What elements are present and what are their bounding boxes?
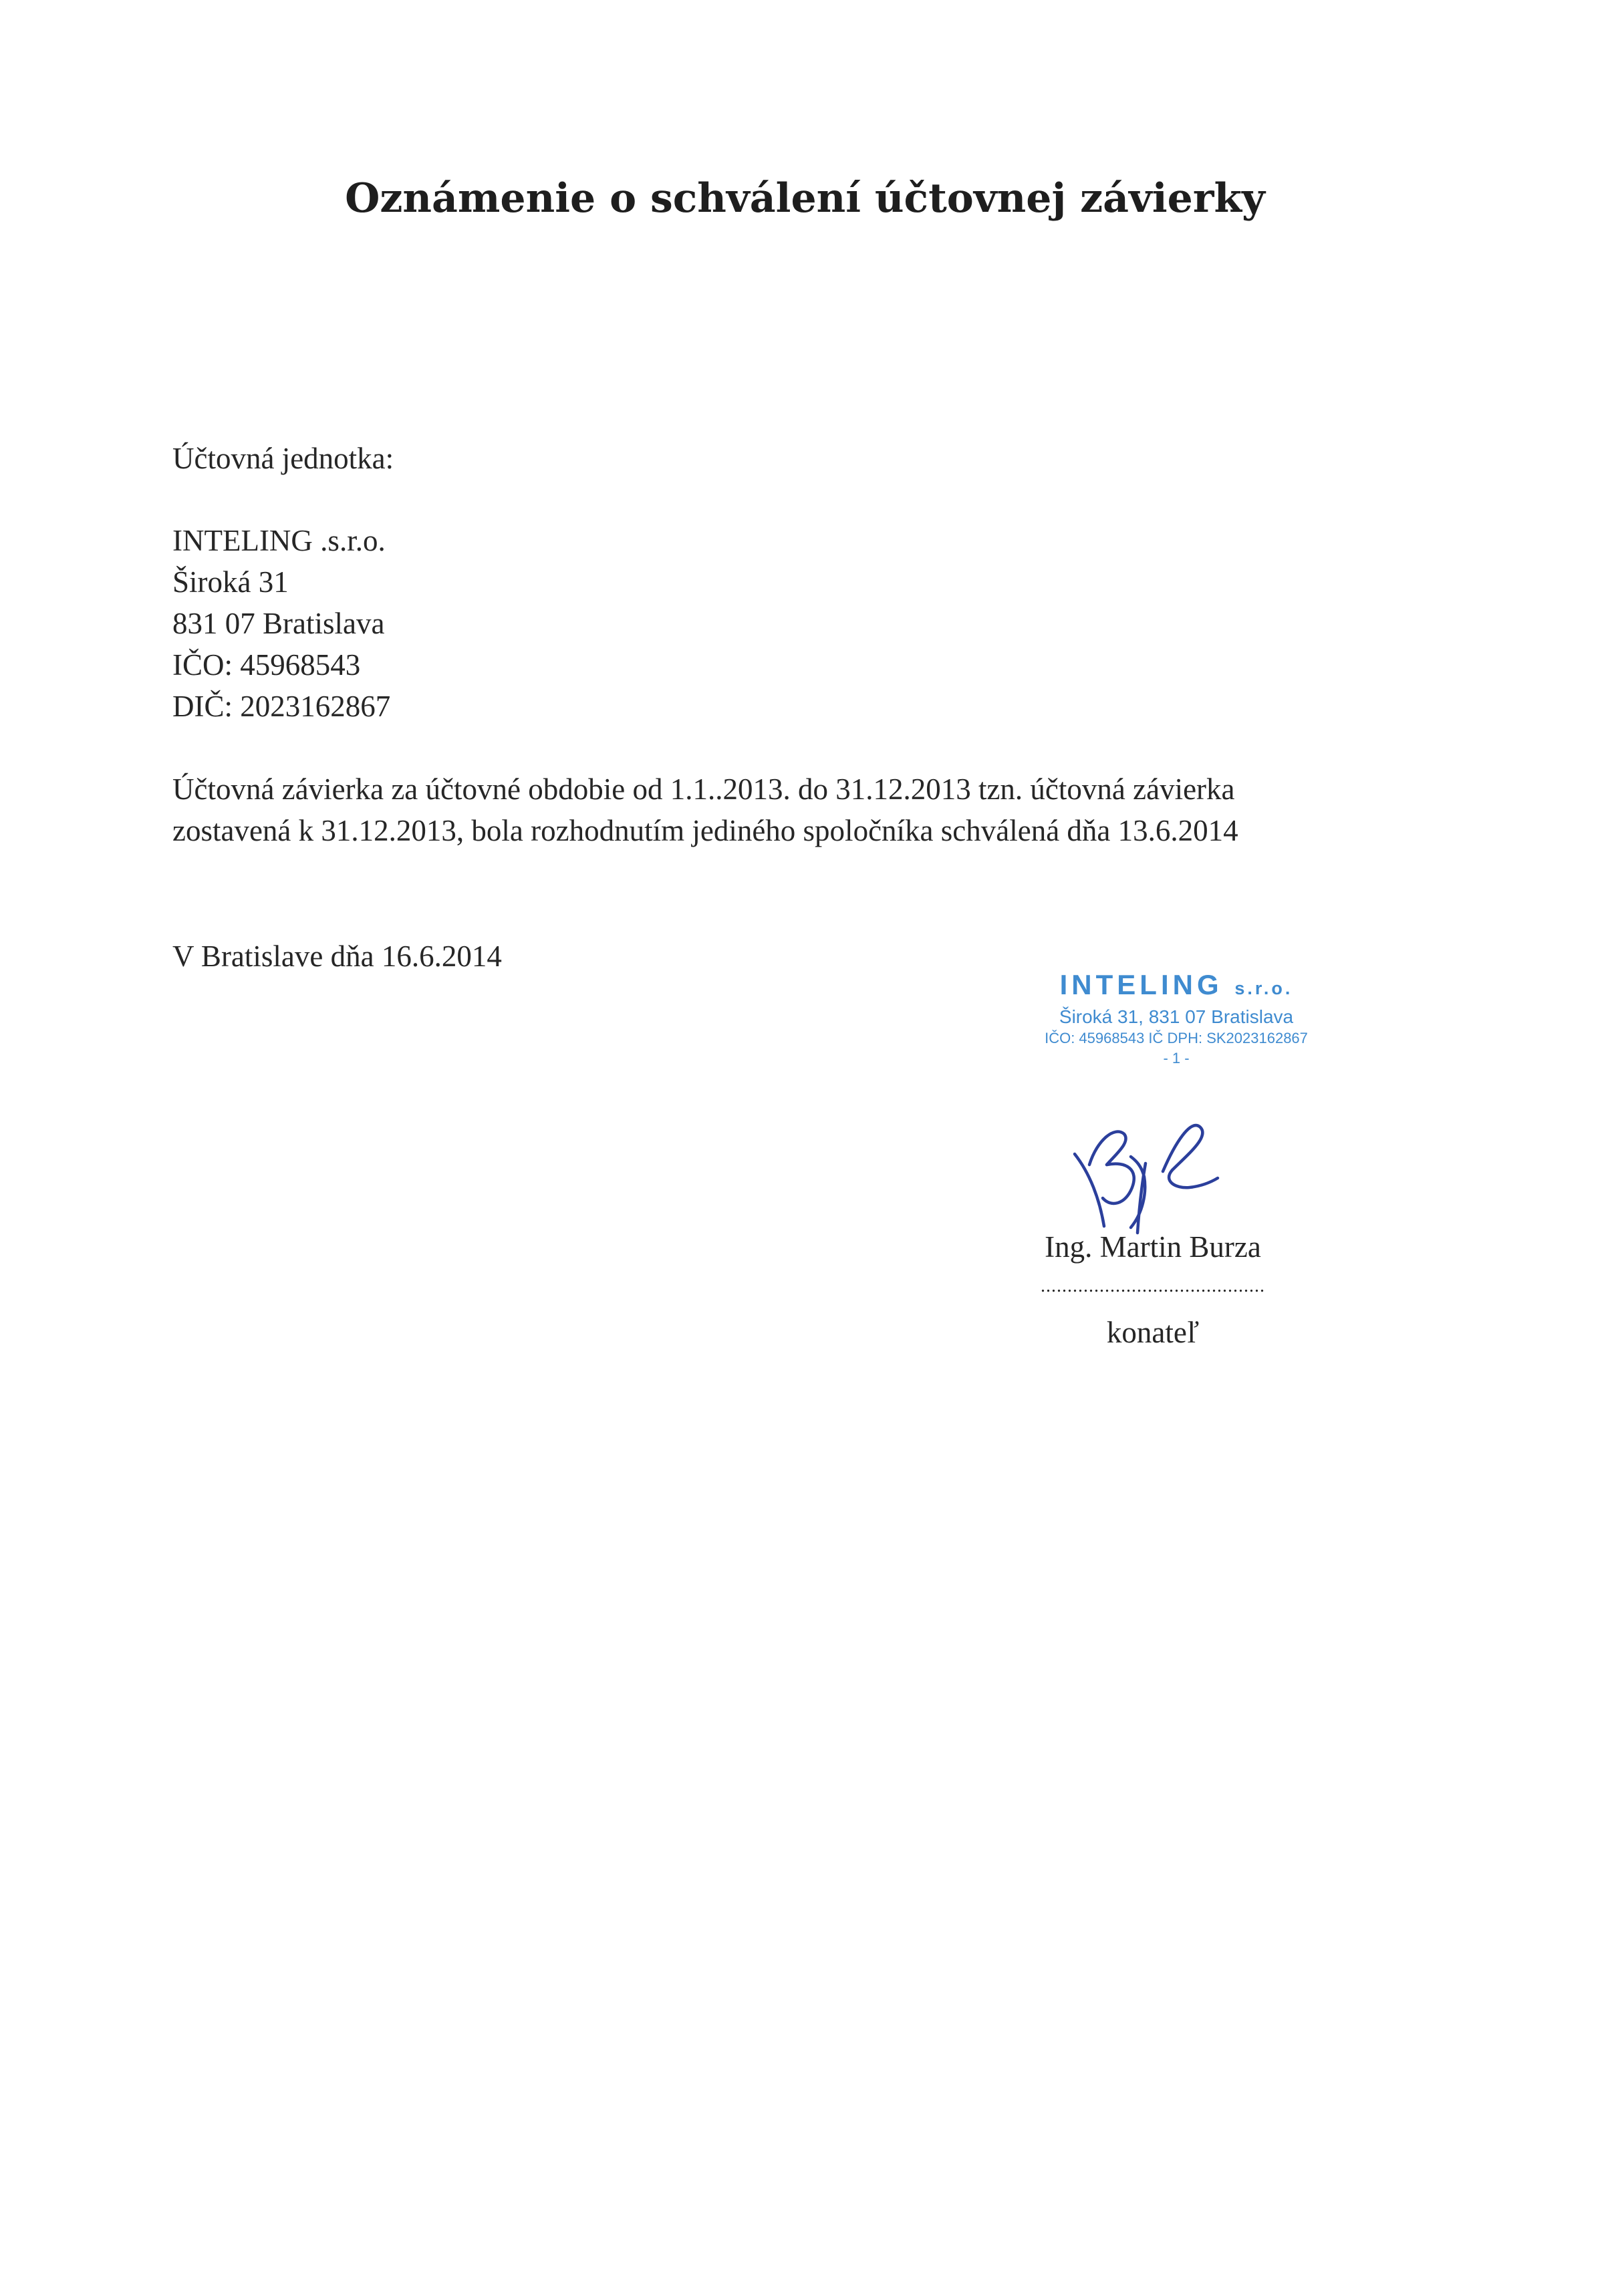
entity-name: INTELING .s.r.o. (172, 524, 386, 557)
entity-street: Široká 31 (172, 565, 289, 599)
stamp-number: - 1 - (1163, 1050, 1190, 1066)
place-and-date: V Bratislave dňa 16.6.2014 (172, 940, 502, 973)
approval-statement (172, 768, 1238, 851)
statement-line: zostavená k 31.12.2013, bola rozhodnutím jediného spoločníka schválená dňa 13.6.2014 (172, 814, 1238, 847)
entity-dic: DIČ: 2023162867 (172, 690, 391, 723)
stamp-name-text: INTELING (1059, 969, 1223, 1000)
stamp-address: Široká 31, 831 07 Bratislava (1059, 1006, 1294, 1027)
handwritten-signature (1063, 1113, 1236, 1236)
stamp-name-suffix: s.r.o. (1234, 978, 1293, 998)
stamp-company-name (1016, 968, 1337, 1006)
statement-line: Účtovná závierka za účtovné obdobie od 1.1..2013. do 31.12.2013 tzn. účtovná závierka (172, 772, 1235, 806)
signer-name: Ing. Martin Burza (1045, 1230, 1261, 1264)
entity-city: 831 07 Bratislava (172, 607, 385, 640)
entity-address-block (172, 520, 390, 727)
document-title: Oznámenie o schválení účtovnej závierky (345, 175, 1265, 222)
entity-ico: IČO: 45968543 (172, 648, 361, 682)
signature-line: .......................................... (1041, 1276, 1265, 1296)
entity-label: Účtovná jednotka: (172, 442, 394, 475)
signer-role: konateľ (1106, 1316, 1200, 1349)
company-stamp (1016, 968, 1337, 1068)
stamp-ids: IČO: 45968543 IČ DPH: SK2023162867 (1045, 1030, 1308, 1046)
